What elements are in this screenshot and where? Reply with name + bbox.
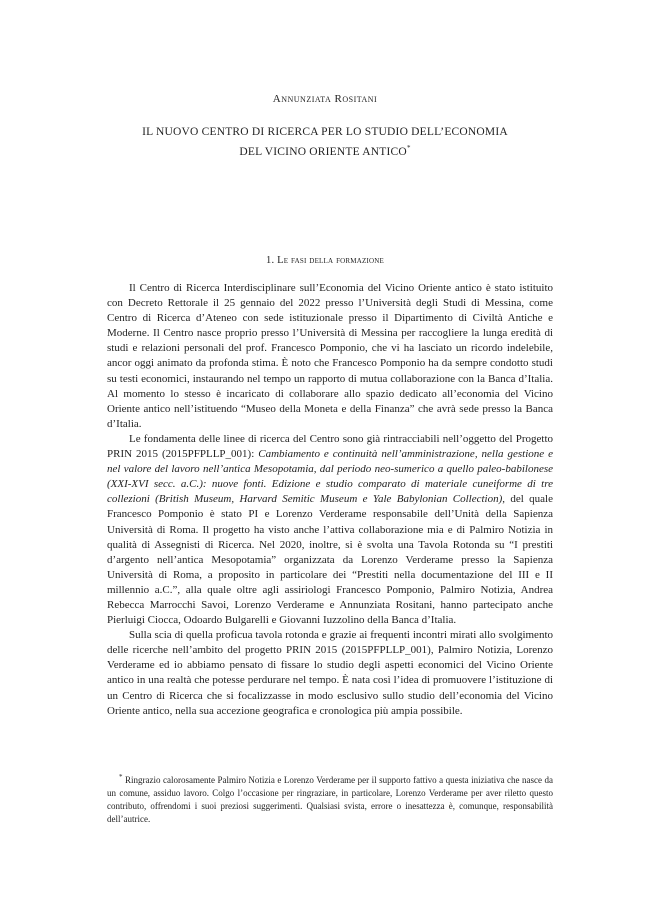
paragraph-2	[107, 432, 553, 628]
paragraph-2-part-b: , del quale Francesco Pomponio è stato PI e Lorenzo Verderame responsabile dell’Unità della Sapienza Università di Roma. Il progetto ha visto anche l’attiva collaborazione mia e di Palmiro Notizia in qualità di Assegnisti di Ricerca. Nel 2020, inoltre, si è svolta una Tavola Rotonda su “I prestiti d’argento nell’antica Mesopotamia” organizzata da Lorenzo Verderame presso la Sapienza Università di Roma, a proposito in particolare dei “Prestiti nella documentazione del III e II millennio a.C.”, alla quale oltre agli assiriologi Francesco Pomponio, Palmiro Notizia, Andrea Rebecca Marrocchi Savoi, Lorenzo Verderame e Annunziata Rositani, hanno partecipato anche Pierluigi Ciocca, Odoardo Bulgarelli e Giovanni Iuzzolino della Banca d’Italia.	[107, 493, 553, 627]
paragraph-3: Sulla scia di quella proficua tavola rotonda e grazie ai frequenti incontri mirati allo svolgimento delle ricerche nell’ambito del progetto PRIN 2015 (2015PFPLLP_001), Palmiro Notizia, Lorenzo Verderame ed io abbiamo pensato di fissare lo studio degli aspetti economici del Vicino Oriente antico in una realtà che potesse perdurare nel tempo. È nata così l’idea di promuovere l’istituzione di un Centro di Ricerca che si focalizzasse in modo esclusivo sullo studio dell’economia del Vicino Oriente antico, nella sua accezione geografica e cronologica più ampia possibile.	[107, 629, 553, 717]
footnote	[107, 771, 553, 826]
footnote-text-block	[107, 771, 553, 826]
body-text	[107, 281, 553, 719]
article-title	[90, 124, 560, 160]
title-footnote-mark: *	[406, 144, 411, 152]
section-heading	[0, 255, 650, 266]
section-heading-text: 1. Le fasi della formazione	[266, 255, 384, 266]
paragraph-2-part-a: Le fondamenta delle linee di ricerca del Centro sono già rintracciabili nell’oggetto del Progetto PRIN 2015 (2015PFPLLP_001):	[107, 432, 553, 461]
title-line-2	[90, 140, 560, 160]
footnote-mark: *	[119, 773, 123, 781]
title-line-1: IL NUOVO CENTRO DI RICERCA PER LO STUDIO DELL’ECONOMIA	[142, 126, 508, 138]
paragraph-1: Il Centro di Ricerca Interdisciplinare sull’Economia del Vicino Oriente antico è stato istituito con Decreto Rettorale il 25 gennaio del 2022 presso l’Università degli Studi di Messina, come Centro di Ricerca d’Ateneo con sede istituzionale presso il Dipartimento di Civiltà Antiche e Moderne. Il Centro nasce proprio presso l’Università di Messina per raccogliere la lunga eredità di studi e relazioni personali del prof. Francesco Pomponio, che vi ha lasciato un ricordo indelebile, ancor oggi animato da profonda stima. È noto che Francesco Pomponio ha da sempre condotto studi su testi economici, instaurando nel tempo un rapporto di mutua collaborazione con la Banca d’Italia. Al momento lo stesso è incaricato di collaborare allo spazio dedicato all’economia del Vicino Oriente antico nell’istituendo “Museo della Moneta e della Finanza” che avrà sede presso la Banca d’Italia.	[107, 282, 553, 430]
project-title-italic: Cambiamento e continuità nell’amministrazione, nella gestione e nel valore del lavoro nell’antica Mesopotamia, dal periodo neo-sumerico a quello paleo-babilonese (XXI-XVI secc. a.C.): nuove fonti. Edizione e studio comparato di materiale cuneiforme di tre collezioni (British Museum, Harvard Semitic Museum e Yale Babylonian Collection)	[107, 448, 553, 506]
author-name	[0, 93, 650, 105]
title-line-2-text: DEL VICINO ORIENTE ANTICO	[239, 145, 407, 158]
footnote-text: Ringrazio calorosamente Palmiro Notizia e Lorenzo Verderame per il supporto fattivo a questa iniziativa che nasce da un comune, assiduo lavoro. Colgo l’occasione per ringraziare, in particolare, Lorenzo Verderame per aver riletto questo contributo, offrendomi i suoi preziosi suggerimenti. Qualsiasi svista, errore o inesattezza è, comunque, responsabilità dell’autrice.	[107, 775, 553, 824]
author-name-text: Annunziata Rositani	[272, 93, 378, 105]
